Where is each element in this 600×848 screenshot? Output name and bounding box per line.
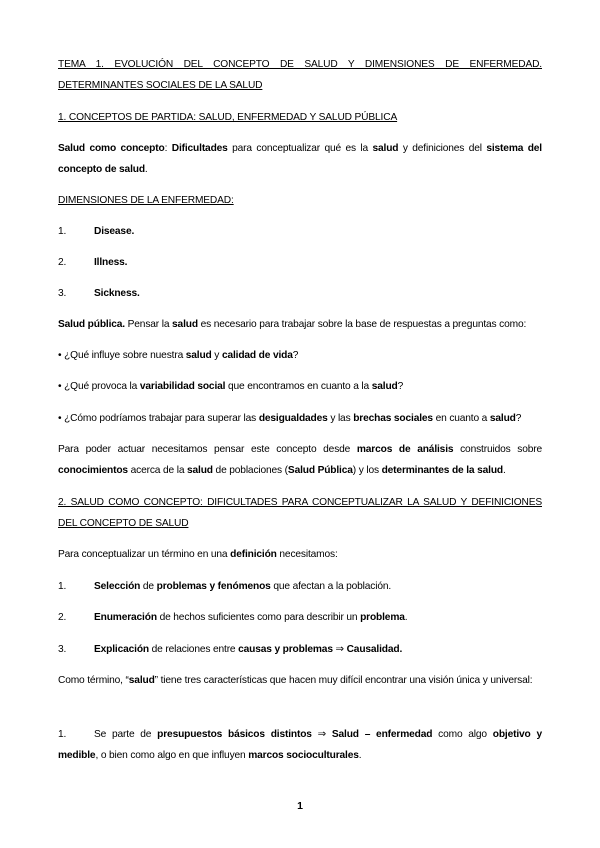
- section-1-title: [58, 107, 542, 128]
- need-3-term: Explicación: [94, 644, 149, 655]
- p3-text-3: acerca de la: [127, 465, 188, 476]
- p2-text-2: es necesario para trabajar sobre la base de respuestas a preguntas como:: [197, 319, 527, 330]
- list-number: 3.: [58, 288, 67, 299]
- q2-salud: salud: [371, 381, 398, 392]
- p1-term: Salud como concepto: [58, 143, 165, 154]
- p1-dificultades: Dificultades: [171, 143, 228, 154]
- q3-and: y las: [327, 413, 354, 424]
- question-2: [58, 376, 542, 397]
- p2-text: Pensar la: [124, 319, 173, 330]
- q1-end: ?: [292, 350, 299, 361]
- q2-end: ?: [397, 381, 404, 392]
- q1-calidad: calidad de vida: [221, 350, 293, 361]
- p1-sep: :: [164, 143, 172, 154]
- need-1-term: Selección: [94, 581, 141, 592]
- need-1-problemas: problemas y fenómenos: [156, 581, 271, 592]
- q3-text-2: en cuanto a: [432, 413, 490, 424]
- p3-salud: salud: [187, 465, 213, 476]
- list-number: 3.: [58, 644, 67, 655]
- list-item: [58, 639, 542, 660]
- paragraph-marcos: [58, 439, 542, 481]
- list-number: 1.: [58, 581, 67, 592]
- c1-presupuestos: presupuestos básicos distintos: [157, 729, 312, 740]
- p3-salud-publica: Salud Pública: [287, 465, 353, 476]
- dimensiones-heading-text: DIMENSIONES DE LA ENFERMEDAD:: [58, 195, 234, 206]
- document-title-text: TEMA 1. EVOLUCIÓN DEL CONCEPTO DE SALUD Y DIMENSIONES DE ENFERMEDAD. DETERMINANTES SOCIALES DE LA SALUD: [58, 59, 542, 91]
- p4-end: necesitamos:: [276, 549, 338, 560]
- need-1-text: de: [140, 581, 157, 592]
- q3-salud: salud: [489, 413, 516, 424]
- section-2-title: [58, 492, 542, 534]
- section-1-title-text: 1. CONCEPTOS DE PARTIDA: SALUD, ENFERMEDAD Y SALUD PÚBLICA: [58, 112, 398, 123]
- need-3-text: de relaciones entre: [148, 644, 239, 655]
- c1-text-3: , o bien como algo en que influyen: [95, 750, 249, 761]
- dimensiones-heading: [58, 190, 542, 211]
- p3-text-5: ) y los: [352, 465, 382, 476]
- question-3: [58, 408, 542, 429]
- need-2-text: de hechos suficientes como para describir un: [156, 612, 361, 623]
- p2-salud: salud: [172, 319, 198, 330]
- q3-brechas: brechas sociales: [353, 413, 433, 424]
- paragraph-salud-publica: [58, 314, 542, 335]
- document-title: [58, 54, 542, 96]
- q2-text: • ¿Qué provoca la: [58, 381, 140, 392]
- p5-text: Como término, “: [58, 675, 129, 686]
- p3-text-2: construidos sobre: [453, 444, 542, 455]
- section-2-title-text: 2. SALUD COMO CONCEPTO: DIFICULTADES PARA CONCEPTUALIZAR LA SALUD Y DEFINICIONES DEL CONCEPTO DE SALUD: [58, 497, 542, 529]
- p4-text: Para conceptualizar un término en una: [58, 549, 231, 560]
- need-3-causalidad: Causalidad.: [346, 644, 403, 655]
- c1-marcos: marcos socioculturales: [248, 750, 359, 761]
- need-1-end: que afectan a la población.: [270, 581, 392, 592]
- p3-text-4: de poblaciones (: [212, 465, 288, 476]
- need-2-term: Enumeración: [94, 612, 157, 623]
- dimension-illness: Illness.: [94, 257, 128, 268]
- c1-text: Se parte de: [94, 729, 158, 740]
- implies-arrow: ⇒: [332, 644, 347, 655]
- p5-text-2: ” tiene tres características que hacen muy difícil encontrar una visión única y universal:: [154, 675, 533, 686]
- p1-text-2: y definiciones del: [398, 143, 487, 154]
- p3-text: Para poder actuar necesitamos pensar este concepto desde: [58, 444, 357, 455]
- list-item: [58, 283, 542, 304]
- c1-objetivo: objetivo y medible: [58, 729, 542, 761]
- question-1: [58, 345, 542, 366]
- p1-text: para conceptualizar qué es la: [227, 143, 373, 154]
- c1-end: .: [358, 750, 362, 761]
- page-number: 1: [297, 800, 303, 812]
- list-item: [58, 221, 542, 242]
- dimension-disease: Disease.: [94, 226, 135, 237]
- paragraph-termino: [58, 670, 542, 691]
- p2-term: Salud pública.: [58, 319, 125, 330]
- p3-determinantes: determinantes de la salud: [381, 465, 503, 476]
- paragraph-conceptualizar: [58, 544, 542, 565]
- q2-text-2: que encontramos en cuanto a la: [225, 381, 372, 392]
- c1-text-2: como algo: [432, 729, 493, 740]
- q3-text: • ¿Cómo podríamos trabajar para superar las: [58, 413, 259, 424]
- p3-end: .: [502, 465, 506, 476]
- list-number: 2.: [58, 257, 67, 268]
- q2-variabilidad: variabilidad social: [139, 381, 226, 392]
- q3-end: ?: [515, 413, 522, 424]
- list-number: 1.: [58, 729, 67, 740]
- p1-end: .: [144, 164, 148, 175]
- implies-arrow: ⇒: [311, 729, 332, 740]
- p1-salud: salud: [372, 143, 399, 154]
- need-2-end: .: [404, 612, 408, 623]
- need-3-causas: causas y problemas: [238, 644, 333, 655]
- c1-salud-enfermedad: Salud – enfermedad: [331, 729, 433, 740]
- dimension-sickness: Sickness.: [94, 288, 140, 299]
- list-number: 2.: [58, 612, 67, 623]
- p1-sistema: sistema del concepto de salud: [58, 143, 542, 175]
- list-number: 1.: [58, 226, 67, 237]
- need-2-problema: problema: [360, 612, 405, 623]
- list-item: [58, 252, 542, 273]
- list-item: [58, 607, 542, 628]
- q1-and: y: [211, 350, 222, 361]
- q3-desigualdades: desigualdades: [258, 413, 328, 424]
- q1-salud: salud: [185, 350, 212, 361]
- list-item: [58, 576, 542, 597]
- paragraph-salud-concepto: [58, 138, 542, 180]
- list-item: [58, 724, 542, 766]
- q1-text: • ¿Qué influye sobre nuestra: [58, 350, 186, 361]
- p4-definicion: definición: [230, 549, 277, 560]
- p5-salud: salud: [128, 675, 155, 686]
- p3-marcos: marcos de análisis: [356, 444, 454, 455]
- p3-conocimientos: conocimientos: [58, 465, 128, 476]
